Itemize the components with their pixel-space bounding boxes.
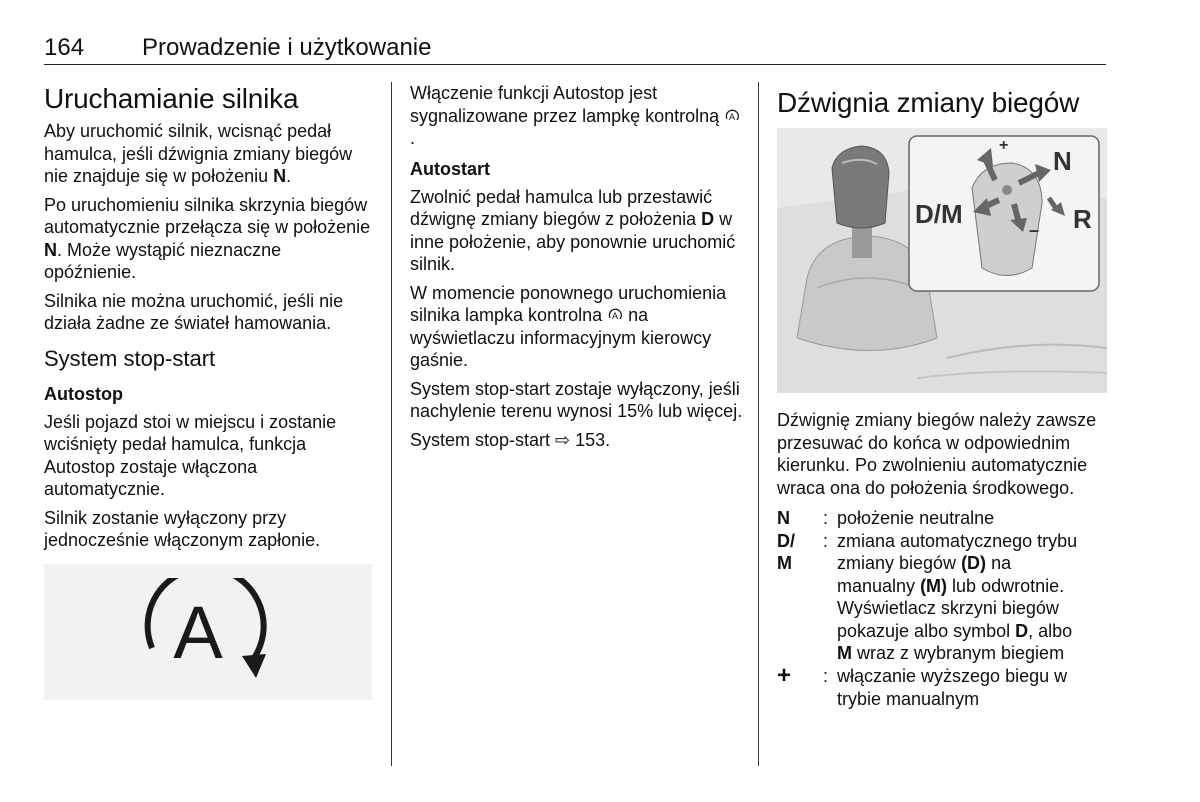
- gear-plus-label: +: [999, 137, 1009, 154]
- column-1: [44, 82, 374, 700]
- gear-definitions: [777, 507, 1107, 711]
- section-title: Prowadzenie i użytkowanie: [142, 34, 432, 61]
- paragraph-autostop-indicator: Włączenie funkcji Autostop jest sygnalizowane przez lampkę kontrolną A .: [410, 82, 745, 150]
- column-3: [777, 82, 1107, 711]
- definition-row: N : położenie neutralne: [777, 508, 995, 528]
- heading-engine-start: Uruchamianie silnika: [44, 83, 299, 114]
- paragraph-stop-start-off: System stop-start zostaje wyłączony, jeśli nachylenie terenu wynosi 15% lub więcej.: [410, 378, 743, 421]
- gear-r-label: R: [1073, 204, 1092, 234]
- autostop-icon: [134, 578, 284, 688]
- svg-text:A: A: [612, 311, 619, 321]
- page-number: 164: [44, 34, 85, 61]
- gear-dm-label: D/M: [915, 199, 963, 229]
- gear-n-label: N: [1053, 146, 1072, 176]
- column-divider-2: [758, 82, 759, 766]
- definition-row: + : włączanie wyższego biegu w: [777, 661, 1068, 689]
- page-header: [44, 34, 1106, 64]
- gear-lever-illustration: [777, 128, 1107, 393]
- autostop-icon-letter: A: [173, 590, 223, 674]
- column-2: [410, 82, 745, 451]
- paragraph-reference[interactable]: System stop-start ⇨ 153.: [410, 429, 611, 450]
- heading-stop-start: System stop-start: [44, 345, 216, 371]
- paragraph-autostart-1: Zwolnić pedał hamulca lub przestawić dźwignę zmiany biegów z położenia D w inne położenie, aby ponownie uruchomić silnik.: [410, 186, 736, 274]
- reference-arrow-icon: ⇨: [555, 429, 571, 450]
- definition-row: trybie manualnym: [837, 689, 980, 709]
- heading-autostop: Autostop: [44, 383, 123, 404]
- paragraph-start-2: Po uruchomieniu silnika skrzynia biegów automatycznie przełącza się w położenie N. Może wystąpić nieznaczne opóźnienie.: [44, 194, 371, 282]
- heading-autostart: Autostart: [410, 158, 490, 179]
- paragraph-start-3: Silnika nie można uruchomić, jeśli nie działa żadne ze świateł hamowania.: [44, 290, 344, 333]
- paragraph-autostop-1: Jeśli pojazd stoi w miejscu i zostanie wciśnięty pedał hamulca, funkcja Autostop zostaje włączona automatycznie.: [44, 411, 337, 499]
- gear-lever-drawing: [777, 128, 1107, 393]
- svg-text:A: A: [729, 111, 736, 122]
- column-divider-1: [391, 82, 392, 766]
- autostop-indicator-icon-2: [607, 307, 623, 323]
- definition-row: M zmiany biegów (D) na: [777, 553, 1012, 573]
- definition-row: pokazuje albo symbol D, albo: [837, 620, 1073, 641]
- gear-minus-label: –: [1029, 220, 1040, 240]
- paragraph-gear-lever: Dźwignię zmiany biegów należy zawsze przesuwać do końca w odpowiednim kierunku. Po zwolnieniu automatycznie wraca ona do położenia środkowego.: [777, 410, 1097, 498]
- definition-row: manualny (M) lub odwrotnie.: [837, 575, 1065, 596]
- paragraph-autostop-2: Silnik zostanie wyłączony przy jednocześnie włączonym zapłonie.: [44, 507, 321, 550]
- definition-row: Wyświetlacz skrzyni biegów: [837, 598, 1059, 618]
- definition-row: M wraz z wybranym biegiem: [837, 643, 1065, 663]
- heading-gear-lever: Dźwignia zmiany biegów: [777, 87, 1080, 118]
- paragraph-start-1: Aby uruchomić silnik, wcisnąć pedał hamulca, jeśli dźwignia zmiany biegów nie znajduje się w położeniu N.: [44, 121, 353, 186]
- definition-row: D/ : zmiana automatycznego trybu: [777, 530, 1078, 551]
- autostop-symbol-figure: [44, 564, 372, 700]
- plus-icon: +: [777, 661, 792, 689]
- paragraph-autostart-2: W momencie ponownego uruchomienia silnika lampka kontrolna A na wyświetlaczu informacyjnym kierowcy gaśnie.: [410, 282, 727, 370]
- header-divider: [44, 64, 1106, 65]
- autostop-indicator-icon: [724, 108, 740, 124]
